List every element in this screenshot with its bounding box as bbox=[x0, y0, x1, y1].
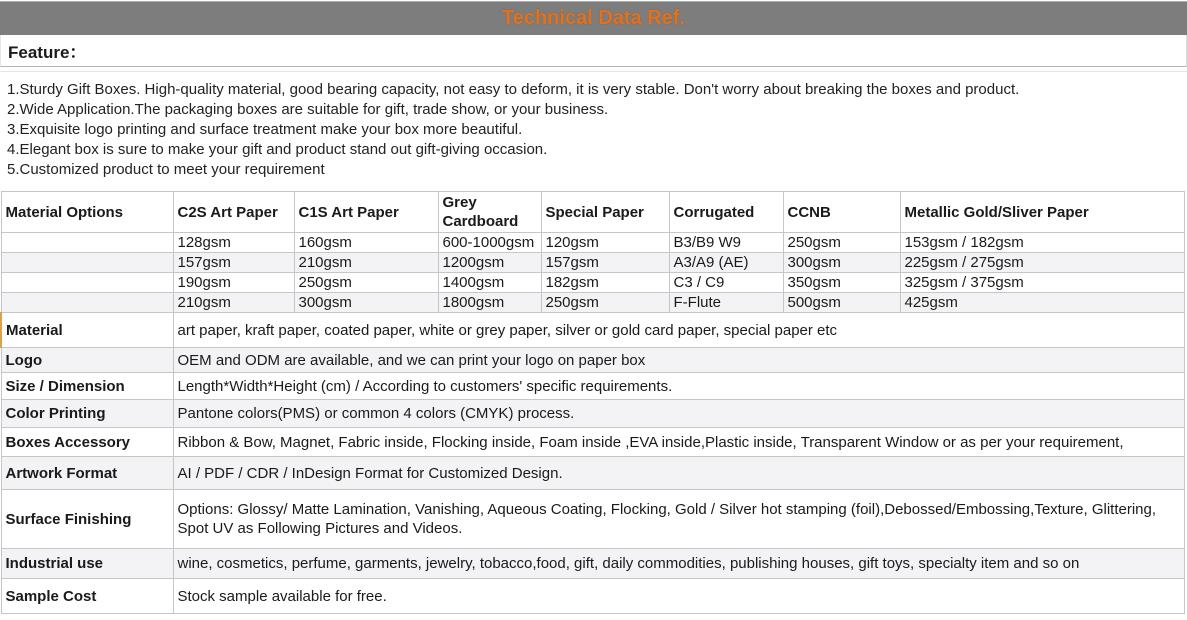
column-header-material-options: Material Options bbox=[1, 192, 173, 233]
gsm-cell: 153gsm / 182gsm bbox=[900, 233, 1184, 253]
gsm-cell: B3/B9 W9 bbox=[669, 233, 783, 253]
gsm-cell: 600-1000gsm bbox=[438, 233, 541, 253]
gsm-cell: 425gsm bbox=[900, 293, 1184, 313]
detail-value: Pantone colors(PMS) or common 4 colors (CMYK) process. bbox=[173, 400, 1184, 428]
gsm-cell: 157gsm bbox=[173, 253, 294, 273]
gsm-cell: A3/A9 (AE) bbox=[669, 253, 783, 273]
gsm-row-3 bbox=[1, 273, 1184, 293]
header-row bbox=[1, 192, 1184, 233]
detail-value: art paper, kraft paper, coated paper, white or grey paper, silver or gold card paper, special paper etc bbox=[173, 313, 1184, 348]
gsm-cell: 1800gsm bbox=[438, 293, 541, 313]
gsm-cell: 128gsm bbox=[173, 233, 294, 253]
detail-value: Ribbon & Bow, Magnet, Fabric inside, Flocking inside, Foam inside ,EVA inside,Plastic inside, Transparent Window or as per your requirement, bbox=[173, 428, 1184, 457]
detail-value: Stock sample available for free. bbox=[173, 579, 1184, 614]
title-bar bbox=[0, 1, 1187, 35]
gsm-cell: 325gsm / 375gsm bbox=[900, 273, 1184, 293]
feature-item-3: 3.Exquisite logo printing and surface treatment make your box more beautiful. bbox=[7, 121, 523, 138]
detail-value: AI / PDF / CDR / InDesign Format for Customized Design. bbox=[173, 457, 1184, 490]
column-header-corrugated: Corrugated bbox=[669, 192, 783, 233]
gsm-cell: C3 / C9 bbox=[669, 273, 783, 293]
detail-value: Length*Width*Height (cm) / According to customers' specific requirements. bbox=[173, 373, 1184, 400]
column-header-metallic-gold-sliver-paper: Metallic Gold/Sliver Paper bbox=[900, 192, 1184, 233]
spec-table bbox=[0, 191, 1185, 614]
gsm-cell: 210gsm bbox=[294, 253, 438, 273]
detail-row-material bbox=[1, 313, 1184, 348]
gsm-cell: 300gsm bbox=[294, 293, 438, 313]
detail-label: Logo bbox=[1, 348, 173, 373]
gsm-cell: 250gsm bbox=[541, 293, 669, 313]
detail-label: Artwork Format bbox=[1, 457, 173, 490]
gsm-cell: F-Flute bbox=[669, 293, 783, 313]
gsm-row-2 bbox=[1, 253, 1184, 273]
gsm-cell: 300gsm bbox=[783, 253, 900, 273]
column-header-c2s-art-paper: C2S Art Paper bbox=[173, 192, 294, 233]
gsm-cell: 250gsm bbox=[294, 273, 438, 293]
feature-item-5: 5.Customized product to meet your requirement bbox=[7, 161, 325, 178]
gsm-cell: 350gsm bbox=[783, 273, 900, 293]
column-header-special-paper: Special Paper bbox=[541, 192, 669, 233]
detail-row-color-printing bbox=[1, 400, 1184, 428]
gsm-cell: 1200gsm bbox=[438, 253, 541, 273]
gsm-row-1 bbox=[1, 233, 1184, 253]
feature-item-1: 1.Sturdy Gift Boxes. High-quality material, good bearing capacity, not easy to deform, it is very stable. Don't worry about breaking the boxes and product. bbox=[7, 81, 1020, 98]
feature-item-2: 2.Wide Application.The packaging boxes are suitable for gift, trade show, or your business. bbox=[7, 101, 609, 118]
detail-label: Industrial use bbox=[1, 549, 173, 579]
detail-label: Size / Dimension bbox=[1, 373, 173, 400]
gsm-cell: 225gsm / 275gsm bbox=[900, 253, 1184, 273]
detail-row-surface-finishing bbox=[1, 490, 1184, 549]
detail-label: Surface Finishing bbox=[1, 490, 173, 549]
page bbox=[0, 1, 1187, 614]
gsm-cell: 120gsm bbox=[541, 233, 669, 253]
gsm-cell: 160gsm bbox=[294, 233, 438, 253]
gsm-cell bbox=[1, 253, 173, 273]
detail-label: Sample Cost bbox=[1, 579, 173, 614]
column-header-ccnb: CCNB bbox=[783, 192, 900, 233]
detail-value: OEM and ODM are available, and we can print your logo on paper box bbox=[173, 348, 1184, 373]
feature-heading bbox=[0, 35, 1187, 67]
detail-row-sample-cost bbox=[1, 579, 1184, 614]
feature-list bbox=[0, 72, 1187, 191]
detail-value: Options: Glossy/ Matte Lamination, Vanishing, Aqueous Coating, Flocking, Gold / Silver hot stamping (foil),Debossed/Embossing,Texture, Glittering, Spot UV as Following Pictures and Videos. bbox=[173, 490, 1184, 549]
detail-value: wine, cosmetics, perfume, garments, jewelry, tobacco,food, gift, daily commodities, publishing houses, gift toys, specialty item and so on bbox=[173, 549, 1184, 579]
gsm-cell: 1400gsm bbox=[438, 273, 541, 293]
detail-label: Boxes Accessory bbox=[1, 428, 173, 457]
detail-label: Color Printing bbox=[1, 400, 173, 428]
page-title: Technical Data Ref. bbox=[501, 7, 686, 29]
gsm-cell: 157gsm bbox=[541, 253, 669, 273]
detail-row-boxes-accessory bbox=[1, 428, 1184, 457]
feature-item-4: 4.Elegant box is sure to make your gift and product stand out gift-giving occasion. bbox=[7, 141, 548, 158]
gsm-cell: 500gsm bbox=[783, 293, 900, 313]
detail-row-logo bbox=[1, 348, 1184, 373]
gsm-cell: 250gsm bbox=[783, 233, 900, 253]
detail-row-size-dimension bbox=[1, 373, 1184, 400]
gsm-cell: 190gsm bbox=[173, 273, 294, 293]
column-header-c1s-art-paper: C1S Art Paper bbox=[294, 192, 438, 233]
detail-row-artwork-format bbox=[1, 457, 1184, 490]
gsm-cell bbox=[1, 233, 173, 253]
detail-row-industrial-use bbox=[1, 549, 1184, 579]
gsm-cell: 210gsm bbox=[173, 293, 294, 313]
gsm-cell bbox=[1, 273, 173, 293]
gsm-cell: 182gsm bbox=[541, 273, 669, 293]
detail-label: Material bbox=[1, 313, 173, 348]
feature-heading-label: Feature： bbox=[8, 43, 87, 62]
column-header-grey-cardboard: Grey Cardboard bbox=[438, 192, 541, 233]
gsm-row-4 bbox=[1, 293, 1184, 313]
gsm-cell bbox=[1, 293, 173, 313]
